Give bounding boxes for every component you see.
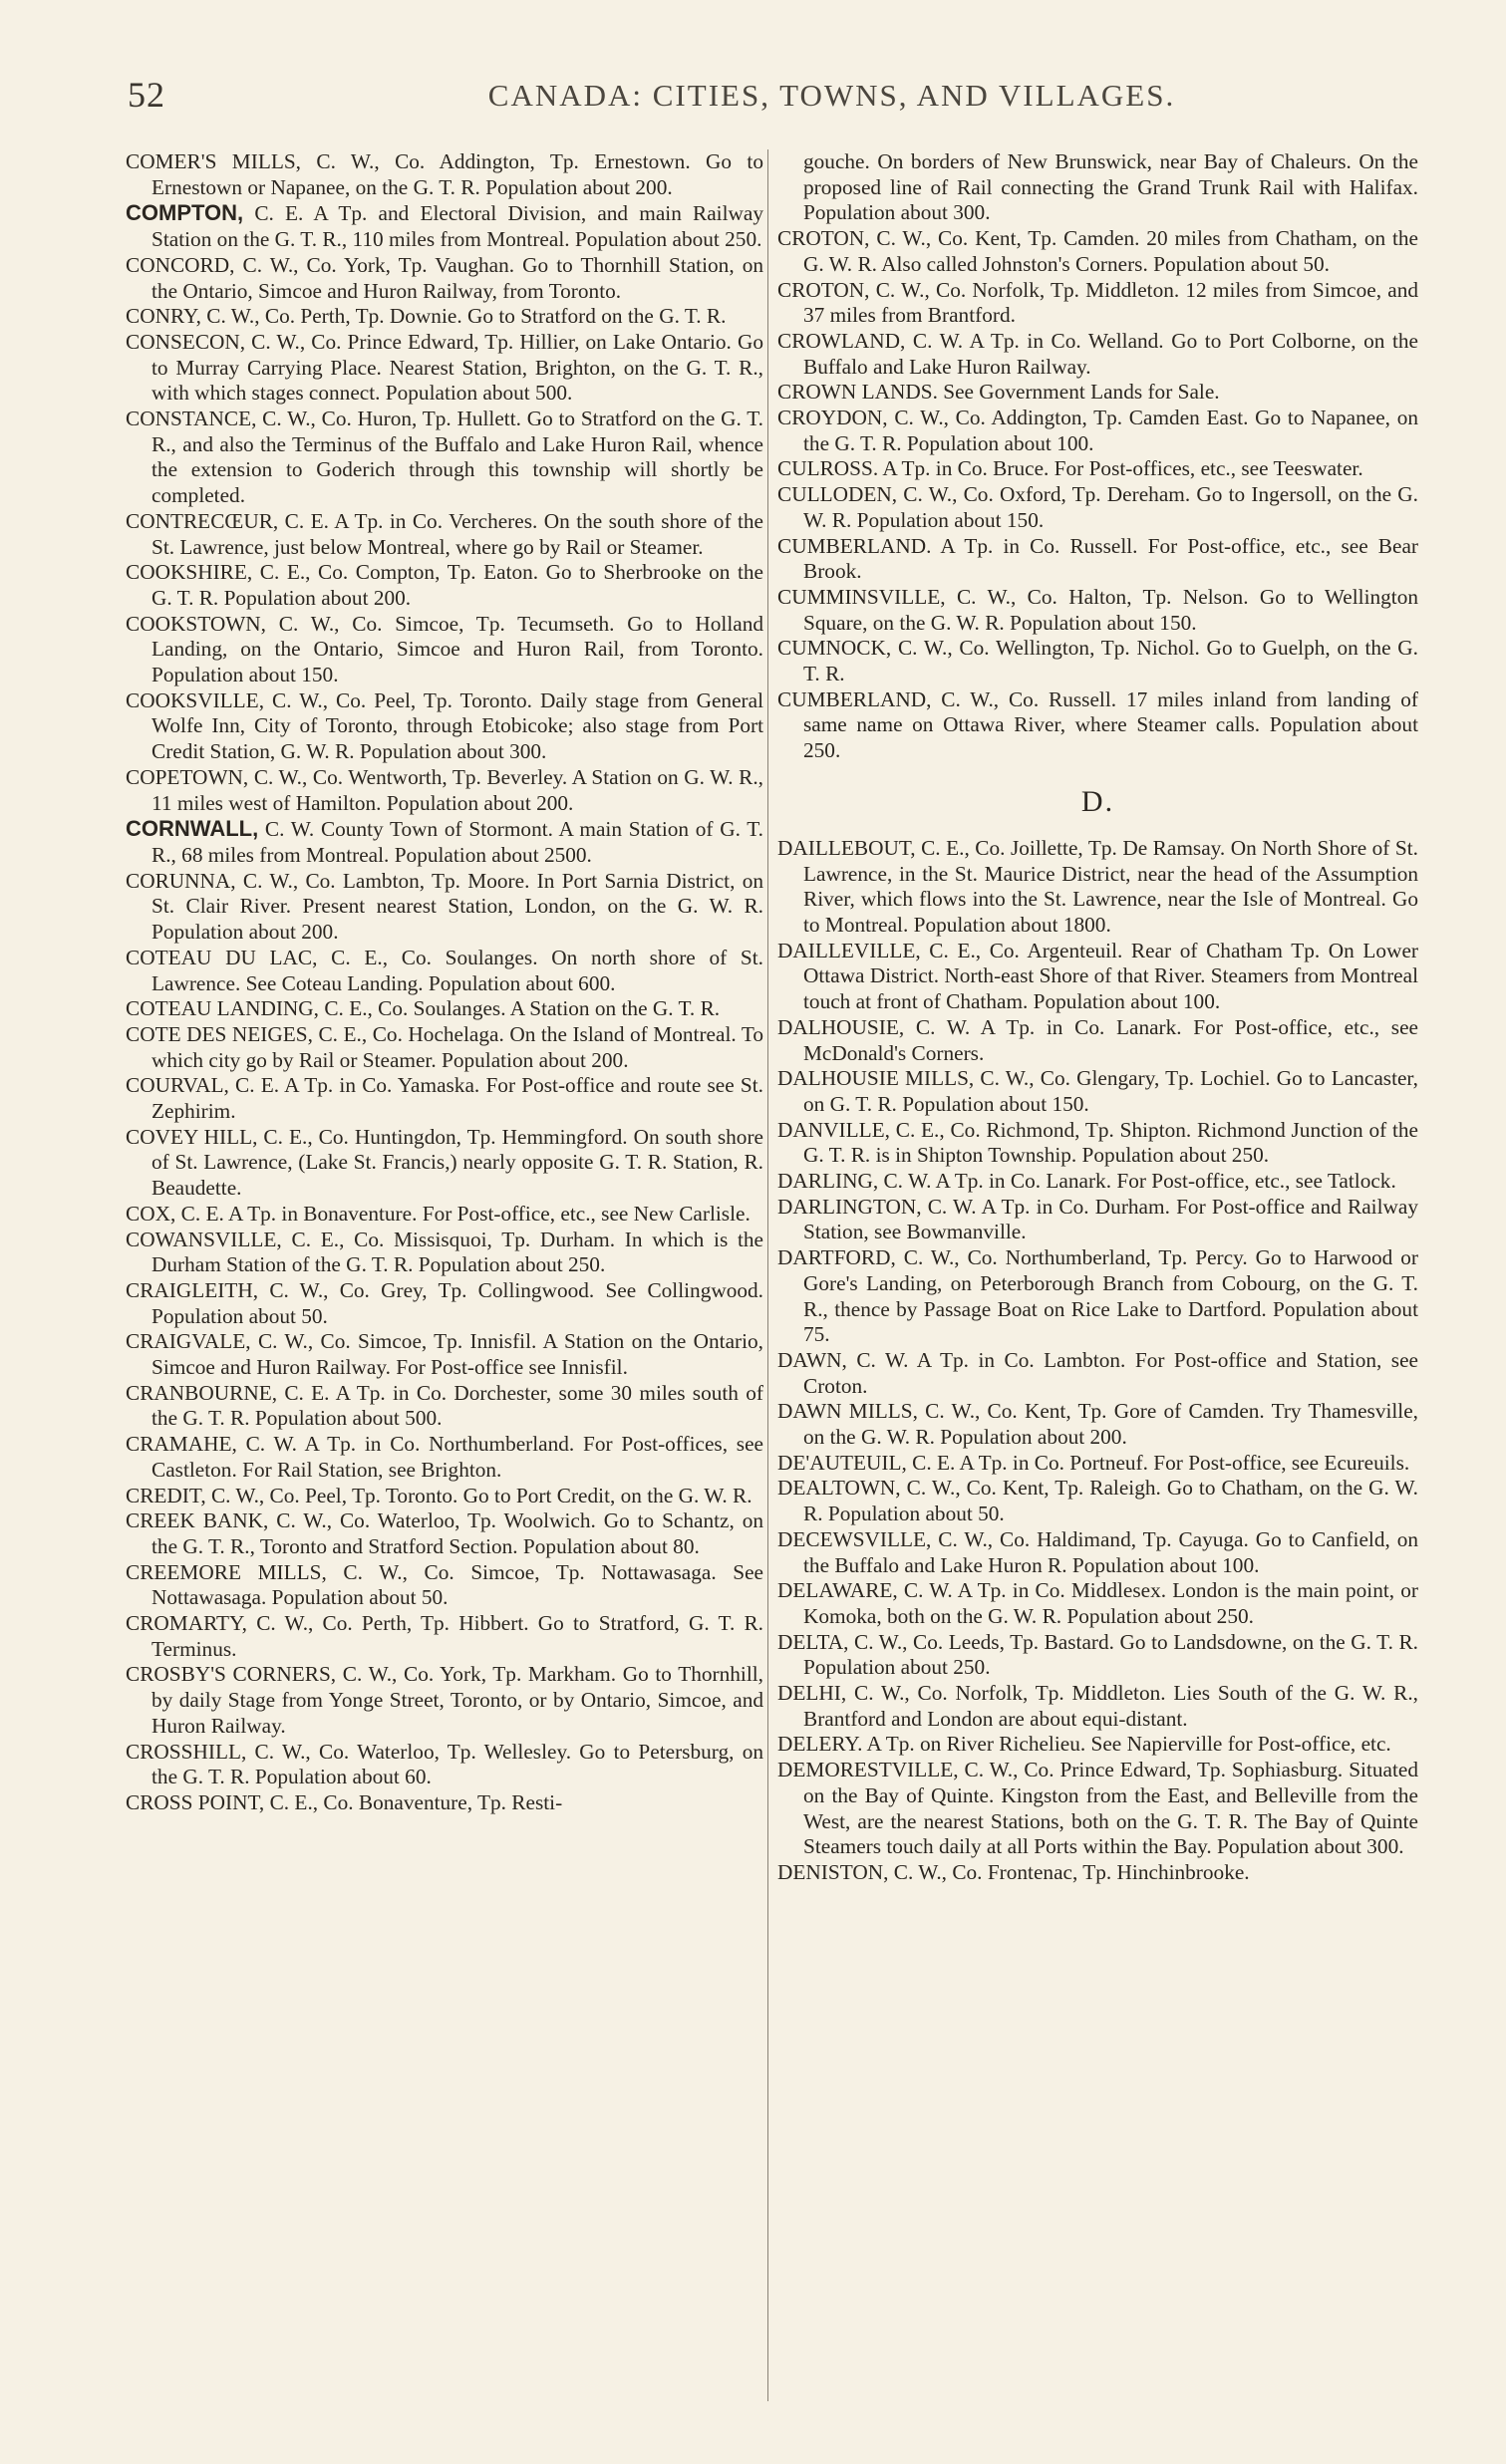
gazetteer-entry: [126, 688, 763, 765]
gazetteer-entry: [126, 765, 763, 816]
entry-text: COX, C. E. A Tp. in Bonaventure. For Post-office, etc., see New Carlisle.: [126, 1201, 751, 1226]
gazetteer-entry: DAILLEBOUT, C. E., Co. Joillette, Tp. De Ramsay. On North Shore of St. Lawrence, in the St. Maurice District, near the head of the Assumption River, which flows into the St. Lawrence, near the Isle of Montreal. Go to Montreal. Population about 1800.: [777, 835, 1418, 937]
right-column-d-entries: [777, 836, 1418, 1886]
entry-text: COMER'S MILLS, C. W., Co. Addington, Tp. Ernestown. Go to Ernestown or Napanee, on the G. T. R. Population about 200.: [126, 149, 763, 199]
gazetteer-entry: [126, 200, 763, 252]
entry-text: CONSECON, C. W., Co. Prince Edward, Tp. Hillier, on Lake Ontario. Go to Murray Carrying Place. Nearest Station, Brighton, on the G. T. R., with which stages connect. Population about 500.: [126, 329, 763, 406]
gazetteer-entry: [126, 946, 763, 996]
gazetteer-entry: CUMMINSVILLE, C. W., Co. Halton, Tp. Nelson. Go to Wellington Square, on the G. W. R. Population about 150.: [777, 584, 1418, 635]
gazetteer-entry: DE'AUTEUIL, C. E. A Tp. in Co. Portneuf. For Post-office, see Ecureuils.: [777, 1450, 1410, 1475]
gazetteer-entry: [126, 1228, 763, 1278]
gazetteer-entry: [126, 1202, 763, 1228]
gazetteer-entry: [126, 1790, 763, 1816]
gazetteer-entry: [126, 407, 763, 509]
running-title: CANADA: CITIES, TOWNS, AND VILLAGES.: [487, 78, 1176, 113]
gazetteer-entry: [126, 149, 763, 200]
gazetteer-entry: [126, 1740, 763, 1790]
gazetteer-entry: CROWN LANDS. See Government Lands for Sale.: [777, 380, 1220, 405]
entry-text: C. W. County Town of Stormont. A main Station of G. T. R., 68 miles from Montreal. Population about 2500.: [151, 817, 763, 867]
gazetteer-entry: DELAWARE, C. W. A Tp. in Co. Middlesex. London is the main point, or Komoka, both on the G. W. R. Population about 250.: [777, 1578, 1418, 1628]
entry-text: CRAIGLEITH, C. W., Co. Grey, Tp. Collingwood. See Collingwood. Population about 50.: [126, 1277, 763, 1328]
gazetteer-entry: DEMORESTVILLE, C. W., Co. Prince Edward, Tp. Sophiasburg. Situated on the Bay of Quinte. Kingston from the East, and Belleville from the West, are the nearest Stations, both on the G. T. R. The Bay of Quinte Steamers touch daily at all Ports within the Bay. Population about 300.: [777, 1758, 1418, 1859]
entry-text: CREEK BANK, C. W., Co. Waterloo, Tp. Woolwich. Go to Schantz, on the G. T. R., Toronto and Stratford Section. Population about 80.: [126, 1508, 763, 1558]
gazetteer-entry: [126, 560, 763, 611]
entry-text: CRAIGVALE, C. W., Co. Simcoe, Tp. Innisfil. A Station on the Ontario, Simcoe and Huron Railway. For Post-office see Innisfil.: [126, 1329, 763, 1380]
gazetteer-entry: DALHOUSIE MILLS, C. W., Co. Glengary, Tp. Lochiel. Go to Lancaster, on G. T. R. Population about 150.: [777, 1066, 1418, 1116]
right-column: [777, 149, 1418, 1886]
gazetteer-entry: DENISTON, C. W., Co. Frontenac, Tp. Hinchinbrooke.: [777, 1860, 1250, 1884]
gazetteer-entry: [126, 816, 763, 868]
gazetteer-entry: CUMBERLAND. A Tp. in Co. Russell. For Post-office, etc., see Bear Brook.: [777, 533, 1418, 584]
gazetteer-entry: DANVILLE, C. E., Co. Richmond, Tp. Shipton. Richmond Junction of the G. T. R. is in Shipton Township. Population about 250.: [777, 1117, 1418, 1168]
entry-headword: CORNWALL,: [126, 816, 259, 842]
entry-text: COURVAL, C. E. A Tp. in Co. Yamaska. For Post-office and route see St. Zephirim.: [126, 1073, 763, 1124]
entry-text: C. E. A Tp. and Electoral Division, and main Railway Station on the G. T. R., 110 miles from Montreal. Population about 250.: [151, 201, 763, 252]
gazetteer-entry: CROWLAND, C. W. A Tp. in Co. Welland. Go to Port Colborne, on the Buffalo and Lake Huron Railway.: [777, 328, 1418, 379]
gazetteer-entry: [126, 1381, 763, 1432]
gazetteer-entry: [126, 304, 763, 330]
entry-text: CONCORD, C. W., Co. York, Tp. Vaughan. Go to Thornhill Station, on the Ontario, Simcoe and Huron Railway, from Toronto.: [126, 252, 763, 303]
entry-text: COPETOWN, C. W., Co. Wentworth, Tp. Beverley. A Station on G. W. R., 11 miles west of Hamilton. Population about 200.: [126, 764, 763, 815]
entry-text: CREEMORE MILLS, C. W., Co. Simcoe, Tp. Nottawasaga. See Nottawasaga. Population about 50.: [126, 1559, 763, 1610]
entry-text: COWANSVILLE, C. E., Co. Missisquoi, Tp. Durham. In which is the Durham Station of the G. T. R. Population about 250.: [126, 1227, 763, 1277]
entry-text: COOKSHIRE, C. E., Co. Compton, Tp. Eaton. Go to Sherbrooke on the G. T. R. Population about 200.: [126, 560, 763, 610]
gazetteer-entry: CUMNOCK, C. W., Co. Wellington, Tp. Nichol. Go to Guelph, on the G. T. R.: [777, 636, 1418, 686]
gazetteer-entry: [126, 869, 763, 946]
gazetteer-entry: DECEWSVILLE, C. W., Co. Haldimand, Tp. Cayuga. Go to Canfield, on the Buffalo and Lake Huron R. Population about 100.: [777, 1526, 1418, 1577]
gazetteer-entry: DELHI, C. W., Co. Norfolk, Tp. Middleton. Lies South of the G. W. R., Brantford and London are about equi-distant.: [777, 1681, 1418, 1731]
entry-text: CROMARTY, C. W., Co. Perth, Tp. Hibbert. Go to Stratford, G. T. R. Terminus.: [126, 1611, 763, 1661]
section-heading-d: D.: [1080, 784, 1115, 818]
gazetteer-entry: [126, 612, 763, 688]
gazetteer-entry: [126, 1432, 763, 1483]
entry-text: COTE DES NEIGES, C. E., Co. Hochelaga. On the Island of Montreal. To which city go by Rail or Steamer. Population about 200.: [126, 1021, 763, 1072]
entry-text: CREDIT, C. W., Co. Peel, Tp. Toronto. Go to Port Credit, on the G. W. R.: [126, 1483, 753, 1507]
entry-text: CROSBY'S CORNERS, C. W., Co. York, Tp. Markham. Go to Thornhill, by daily Stage from Yonge Street, Toronto, or by Ontario, Simcoe, and Huron Railway.: [126, 1662, 763, 1738]
entry-text: CROSS POINT, C. E., Co. Bonaventure, Tp. Resti-: [126, 1790, 563, 1814]
gazetteer-entry: DARLINGTON, C. W. A Tp. in Co. Durham. For Post-office and Railway Station, see Bowmanville.: [777, 1194, 1418, 1244]
gazetteer-entry: [126, 509, 763, 560]
gazetteer-entry: [126, 1662, 763, 1739]
entry-text: COTEAU LANDING, C. E., Co. Soulanges. A Station on the G. T. R.: [126, 996, 721, 1021]
left-column: [126, 149, 763, 1816]
right-column-c-entries: [777, 149, 1418, 764]
entry-text: CROSSHILL, C. W., Co. Waterloo, Tp. Wellesley. Go to Petersburg, on the G. T. R. Population about 60.: [126, 1739, 763, 1789]
page-number: 52: [128, 75, 165, 115]
entry-text: CONRY, C. W., Co. Perth, Tp. Downie. Go to Stratford on the G. T. R.: [126, 304, 727, 329]
gazetteer-entry: DAILLEVILLE, C. E., Co. Argenteuil. Rear of Chatham Tp. On Lower Ottawa District. North-east Shore of that River. Steamers from Montreal touch at front of Chatham. Population about 100.: [777, 938, 1418, 1014]
column-divider: [767, 149, 768, 2401]
gazetteer-entry: [126, 330, 763, 407]
entry-text: CRAMAHE, C. W. A Tp. in Co. Northumberland. For Post-offices, see Castleton. For Rail Station, see Brighton.: [126, 1432, 763, 1482]
entry-headword: COMPTON,: [126, 200, 244, 226]
gazetteer-entry: DAWN, C. W. A Tp. in Co. Lambton. For Post-office and Station, see Croton.: [777, 1347, 1418, 1398]
gazetteer-entry: [126, 1611, 763, 1662]
gazetteer-entry: [126, 1329, 763, 1380]
entry-text: CONTRECŒUR, C. E. A Tp. in Co. Vercheres. On the south shore of the St. Lawrence, just below Montreal, where go by Rail or Steamer.: [126, 508, 763, 559]
entry-text: CRANBOURNE, C. E. A Tp. in Co. Dorchester, some 30 miles south of the G. T. R. Population about 500.: [126, 1380, 763, 1431]
gazetteer-entry: [126, 253, 763, 304]
gazetteer-entry: [126, 1484, 763, 1509]
gazetteer-entry: DALHOUSIE, C. W. A Tp. in Co. Lanark. For Post-office, etc., see McDonald's Corners.: [777, 1014, 1418, 1065]
gazetteer-entry: CROTON, C. W., Co. Kent, Tp. Camden. 20 miles from Chatham, on the G. W. R. Also called Johnston's Corners. Population about 50.: [777, 226, 1418, 276]
gazetteer-entry: DELTA, C. W., Co. Leeds, Tp. Bastard. Go to Landsdowne, on the G. T. R. Population about 250.: [777, 1629, 1418, 1680]
gazetteer-entry: [126, 1022, 763, 1073]
entry-text: CORUNNA, C. W., Co. Lambton, Tp. Moore. In Port Sarnia District, on St. Clair River. Present nearest Station, London, on the G. W. R. Population about 200.: [126, 868, 763, 945]
entry-text: COTEAU DU LAC, C. E., Co. Soulanges. On north shore of St. Lawrence. See Coteau Landing. Population about 600.: [126, 945, 763, 995]
gazetteer-entry: DELERY. A Tp. on River Richelieu. See Napierville for Post-office, etc.: [777, 1732, 1391, 1757]
entry-continuation: gouche. On borders of New Brunswick, near Bay of Chaleurs. On the proposed line of Rail connecting the Grand Trunk Rail with Halifax. Population about 300.: [803, 149, 1418, 225]
gazetteer-entry: DAWN MILLS, C. W., Co. Kent, Tp. Gore of Camden. Try Thamesville, on the G. W. R. Population about 200.: [777, 1399, 1418, 1450]
gazetteer-entry: [126, 996, 763, 1022]
gazetteer-entry: CUMBERLAND, C. W., Co. Russell. 17 miles inland from landing of same name on Ottawa River, where Steamer calls. Population about 250.: [777, 686, 1418, 763]
gazetteer-entry: DARLING, C. W. A Tp. in Co. Lanark. For Post-office, etc., see Tatlock.: [777, 1169, 1396, 1194]
gazetteer-entry: CULLODEN, C. W., Co. Oxford, Tp. Dereham. Go to Ingersoll, on the G. W. R. Population about 150.: [777, 482, 1418, 532]
gazetteer-entry: [126, 1278, 763, 1329]
gazetteer-entry: [126, 1508, 763, 1559]
entry-text: COVEY HILL, C. E., Co. Huntingdon, Tp. Hemmingford. On south shore of St. Lawrence, (Lake St. Francis,) nearly opposite G. T. R. Station, R. Beaudette.: [126, 1124, 763, 1201]
page-header: [128, 74, 1446, 124]
gazetteer-entry: DEALTOWN, C. W., Co. Kent, Tp. Raleigh. Go to Chatham, on the G. W. R. Population about 50.: [777, 1476, 1418, 1526]
gazetteer-entry: [126, 1073, 763, 1124]
gazetteer-entry: [126, 1125, 763, 1202]
gazetteer-entry: CROYDON, C. W., Co. Addington, Tp. Camden East. Go to Napanee, on the G. T. R. Population about 100.: [777, 406, 1418, 455]
gazetteer-entry: DARTFORD, C. W., Co. Northumberland, Tp. Percy. Go to Harwood or Gore's Landing, on Peterborough Branch from Cobourg, on the G. T. R., thence by Passage Boat on Rice Lake to Dartford. Population about 75.: [777, 1245, 1418, 1347]
gazetteer-entry: CULROSS. A Tp. in Co. Bruce. For Post-offices, etc., see Teeswater.: [777, 456, 1363, 481]
gazetteer-entry: CROTON, C. W., Co. Norfolk, Tp. Middleton. 12 miles from Simcoe, and 37 miles from Brantford.: [777, 277, 1418, 328]
gazetteer-entry: [126, 1560, 763, 1611]
entry-text: COOKSVILLE, C. W., Co. Peel, Tp. Toronto. Daily stage from General Wolfe Inn, City of Toronto, through Etobicoke; also stage from Port Credit Station, G. W. R. Population about 300.: [126, 687, 763, 764]
entry-text: CONSTANCE, C. W., Co. Huron, Tp. Hullett. Go to Stratford on the G. T. R., and also the Terminus of the Buffalo and Lake Huron Rail, whence the extension to Goderich through this township will shortly be completed.: [126, 407, 763, 508]
entry-text: COOKSTOWN, C. W., Co. Simcoe, Tp. Tecumseth. Go to Holland Landing, on the Ontario, Simcoe and Huron Rail, from Toronto. Population about 150.: [126, 611, 763, 687]
